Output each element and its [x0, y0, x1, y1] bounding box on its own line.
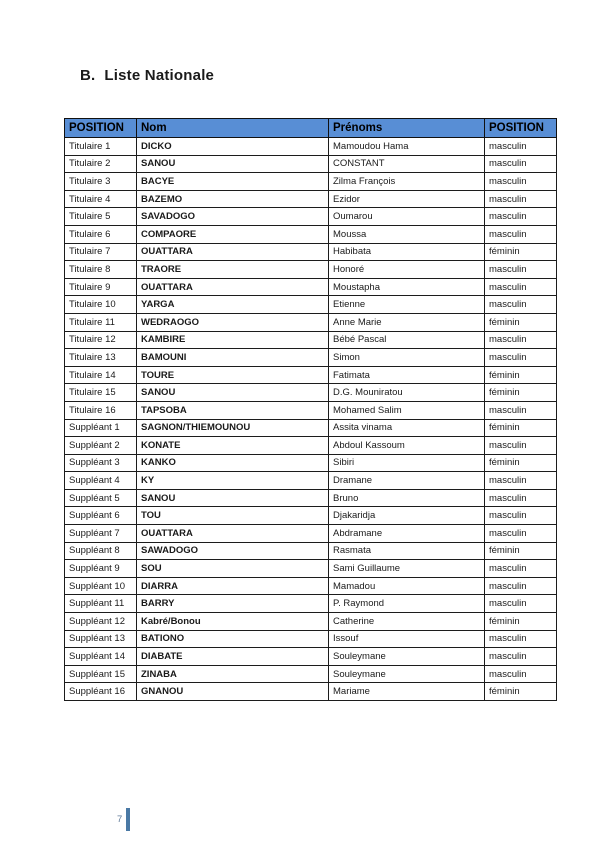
cell-prenoms: Souleymane [329, 665, 485, 683]
cell-prenoms: Fatimata [329, 366, 485, 384]
cell-prenoms: Sibiri [329, 454, 485, 472]
table-row [65, 138, 557, 156]
cell-prenoms: Catherine [329, 613, 485, 631]
cell-genre: féminin [485, 613, 557, 631]
cell-nom: DIABATE [137, 648, 329, 666]
cell-position: Titulaire 4 [65, 190, 137, 208]
cell-prenoms: Mariame [329, 683, 485, 701]
column-header-nom: Nom [137, 119, 329, 138]
cell-position: Titulaire 11 [65, 313, 137, 331]
cell-genre: féminin [485, 366, 557, 384]
cell-position: Suppléant 10 [65, 577, 137, 595]
cell-nom: TRAORE [137, 261, 329, 279]
cell-prenoms: Issouf [329, 630, 485, 648]
cell-nom: DICKO [137, 138, 329, 156]
cell-nom: KY [137, 472, 329, 490]
cell-position: Titulaire 9 [65, 278, 137, 296]
table-row [65, 525, 557, 543]
table-row [65, 683, 557, 701]
table-row [65, 225, 557, 243]
table-row [65, 630, 557, 648]
cell-position: Titulaire 1 [65, 138, 137, 156]
cell-position: Suppléant 12 [65, 613, 137, 631]
cell-prenoms: Souleymane [329, 648, 485, 666]
cell-position: Titulaire 10 [65, 296, 137, 314]
cell-nom: SAGNON/THIEMOUNOU [137, 419, 329, 437]
cell-genre: masculin [485, 525, 557, 543]
cell-position: Titulaire 13 [65, 349, 137, 367]
cell-prenoms: Abdramane [329, 525, 485, 543]
table-row [65, 155, 557, 173]
cell-prenoms: CONSTANT [329, 155, 485, 173]
cell-genre: masculin [485, 577, 557, 595]
table-row [65, 489, 557, 507]
cell-nom: SAWADOGO [137, 542, 329, 560]
cell-prenoms: D.G. Mouniratou [329, 384, 485, 402]
table-row [65, 278, 557, 296]
cell-position: Suppléant 9 [65, 560, 137, 578]
cell-nom: ZINABA [137, 665, 329, 683]
cell-genre: masculin [485, 208, 557, 226]
cell-position: Suppléant 4 [65, 472, 137, 490]
table-body [65, 138, 557, 701]
cell-nom: KONATE [137, 437, 329, 455]
cell-genre: féminin [485, 313, 557, 331]
cell-nom: TOU [137, 507, 329, 525]
cell-nom: SANOU [137, 155, 329, 173]
table-row [65, 401, 557, 419]
table-header-row [65, 119, 557, 138]
table-row [65, 613, 557, 631]
cell-prenoms: Dramane [329, 472, 485, 490]
cell-genre: masculin [485, 437, 557, 455]
table-row [65, 296, 557, 314]
cell-nom: WEDRAOGO [137, 313, 329, 331]
cell-prenoms: Mamoudou Hama [329, 138, 485, 156]
cell-position: Suppléant 3 [65, 454, 137, 472]
cell-prenoms: Mohamed Salim [329, 401, 485, 419]
cell-position: Suppléant 16 [65, 683, 137, 701]
cell-nom: SOU [137, 560, 329, 578]
cell-genre: féminin [485, 542, 557, 560]
table-row [65, 577, 557, 595]
cell-genre: masculin [485, 472, 557, 490]
cell-prenoms: Rasmata [329, 542, 485, 560]
cell-genre: masculin [485, 225, 557, 243]
cell-genre: masculin [485, 190, 557, 208]
cell-position: Titulaire 12 [65, 331, 137, 349]
cell-genre: féminin [485, 454, 557, 472]
cell-prenoms: Anne Marie [329, 313, 485, 331]
cell-prenoms: Ezidor [329, 190, 485, 208]
cell-prenoms: Simon [329, 349, 485, 367]
cell-nom: BAMOUNI [137, 349, 329, 367]
cell-genre: féminin [485, 384, 557, 402]
column-header-position: POSITION [65, 119, 137, 138]
cell-genre: masculin [485, 630, 557, 648]
table-row [65, 190, 557, 208]
cell-genre: masculin [485, 507, 557, 525]
cell-prenoms: Bébé Pascal [329, 331, 485, 349]
cell-nom: OUATTARA [137, 525, 329, 543]
cell-position: Suppléant 15 [65, 665, 137, 683]
cell-position: Titulaire 7 [65, 243, 137, 261]
table-row [65, 560, 557, 578]
cell-prenoms: Habibata [329, 243, 485, 261]
cell-prenoms: Zilma François [329, 173, 485, 191]
table-row [65, 331, 557, 349]
section-title-text: Liste Nationale [104, 67, 215, 84]
cell-nom: KAMBIRE [137, 331, 329, 349]
cell-position: Titulaire 6 [65, 225, 137, 243]
cell-genre: masculin [485, 138, 557, 156]
cell-genre: masculin [485, 261, 557, 279]
cell-position: Suppléant 7 [65, 525, 137, 543]
cell-position: Titulaire 8 [65, 261, 137, 279]
cell-nom: TAPSOBA [137, 401, 329, 419]
cell-genre: féminin [485, 243, 557, 261]
cell-nom: BATIONO [137, 630, 329, 648]
cell-position: Titulaire 2 [65, 155, 137, 173]
cell-position: Titulaire 14 [65, 366, 137, 384]
cell-genre: masculin [485, 648, 557, 666]
table-row [65, 648, 557, 666]
table-row [65, 665, 557, 683]
cell-nom: GNANOU [137, 683, 329, 701]
page-title [80, 67, 214, 84]
table-row [65, 384, 557, 402]
cell-nom: COMPAORE [137, 225, 329, 243]
cell-nom: SANOU [137, 489, 329, 507]
cell-nom: Kabré/Bonou [137, 613, 329, 631]
table-row [65, 208, 557, 226]
column-header-position-right: POSITION [485, 119, 557, 138]
cell-nom: OUATTARA [137, 243, 329, 261]
cell-prenoms: Mamadou [329, 577, 485, 595]
cell-position: Suppléant 2 [65, 437, 137, 455]
cell-genre: masculin [485, 489, 557, 507]
cell-genre: féminin [485, 419, 557, 437]
column-header-prenoms: Prénoms [329, 119, 485, 138]
cell-prenoms: Abdoul Kassoum [329, 437, 485, 455]
cell-nom: DIARRA [137, 577, 329, 595]
cell-genre: masculin [485, 665, 557, 683]
cell-position: Suppléant 5 [65, 489, 137, 507]
cell-prenoms: Bruno [329, 489, 485, 507]
page-footer [117, 807, 130, 831]
cell-nom: SAVADOGO [137, 208, 329, 226]
cell-nom: SANOU [137, 384, 329, 402]
cell-position: Suppléant 1 [65, 419, 137, 437]
cell-genre: masculin [485, 560, 557, 578]
footer-accent-bar [126, 808, 130, 831]
cell-nom: YARGA [137, 296, 329, 314]
table-row [65, 542, 557, 560]
table-row [65, 349, 557, 367]
cell-genre: masculin [485, 173, 557, 191]
page-number: 7 [117, 813, 123, 825]
cell-prenoms: Assita vinama [329, 419, 485, 437]
cell-prenoms: Djakaridja [329, 507, 485, 525]
cell-nom: BACYE [137, 173, 329, 191]
cell-prenoms: Moustapha [329, 278, 485, 296]
cell-prenoms: Etienne [329, 296, 485, 314]
cell-genre: masculin [485, 155, 557, 173]
cell-position: Suppléant 8 [65, 542, 137, 560]
cell-position: Suppléant 6 [65, 507, 137, 525]
table-row [65, 595, 557, 613]
table-row [65, 366, 557, 384]
table-row [65, 507, 557, 525]
cell-prenoms: Sami Guillaume [329, 560, 485, 578]
cell-prenoms: Moussa [329, 225, 485, 243]
table-row [65, 261, 557, 279]
cell-nom: BARRY [137, 595, 329, 613]
cell-genre: masculin [485, 278, 557, 296]
cell-genre: masculin [485, 401, 557, 419]
cell-nom: BAZEMO [137, 190, 329, 208]
national-list-table [64, 118, 557, 701]
cell-genre: féminin [485, 683, 557, 701]
cell-nom: TOURE [137, 366, 329, 384]
table-row [65, 454, 557, 472]
cell-position: Titulaire 5 [65, 208, 137, 226]
cell-position: Suppléant 13 [65, 630, 137, 648]
cell-nom: KANKO [137, 454, 329, 472]
table-row [65, 243, 557, 261]
cell-prenoms: P. Raymond [329, 595, 485, 613]
cell-prenoms: Honoré [329, 261, 485, 279]
table-row [65, 437, 557, 455]
table-row [65, 313, 557, 331]
cell-position: Titulaire 15 [65, 384, 137, 402]
cell-position: Suppléant 11 [65, 595, 137, 613]
cell-genre: masculin [485, 296, 557, 314]
table-row [65, 173, 557, 191]
table-row [65, 472, 557, 490]
cell-genre: masculin [485, 331, 557, 349]
section-label: B. [80, 67, 96, 84]
cell-genre: masculin [485, 595, 557, 613]
cell-position: Suppléant 14 [65, 648, 137, 666]
cell-prenoms: Oumarou [329, 208, 485, 226]
cell-genre: masculin [485, 349, 557, 367]
cell-position: Titulaire 3 [65, 173, 137, 191]
table-row [65, 419, 557, 437]
cell-nom: OUATTARA [137, 278, 329, 296]
cell-position: Titulaire 16 [65, 401, 137, 419]
